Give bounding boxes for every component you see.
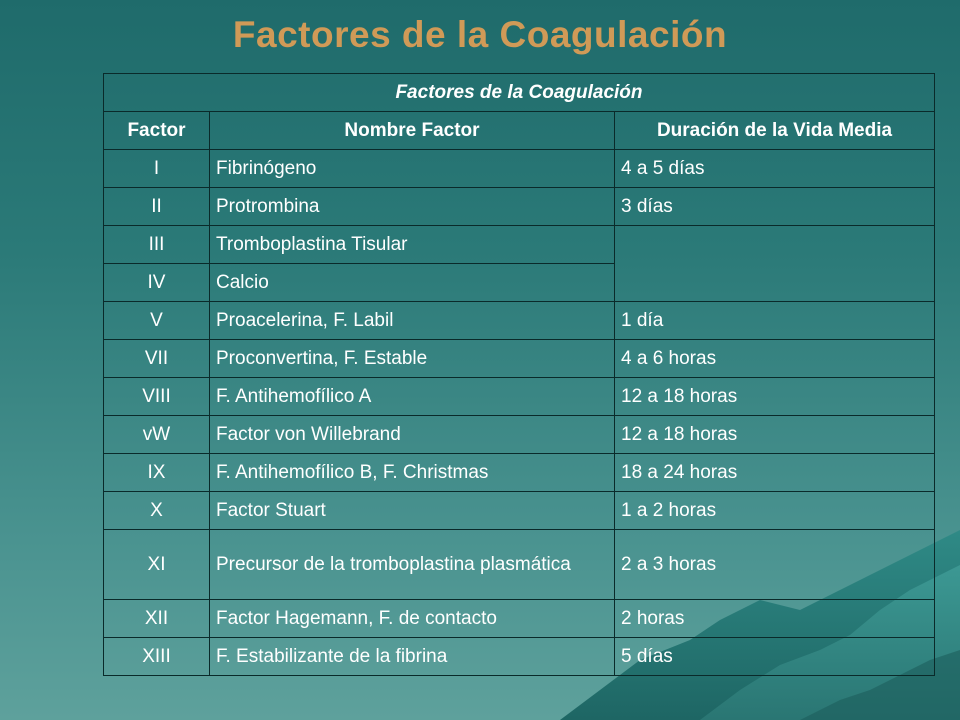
cell-name: Calcio (210, 264, 615, 302)
cell-duration: 4 a 6 horas (615, 340, 935, 378)
cell-factor: IV (104, 264, 210, 302)
cell-duration: 5 días (615, 638, 935, 676)
table-row (104, 416, 935, 454)
table-caption-row (104, 74, 935, 112)
cell-duration: 3 días (615, 188, 935, 226)
cell-duration: 12 a 18 horas (615, 416, 935, 454)
cell-factor: vW (104, 416, 210, 454)
table-row (104, 638, 935, 676)
table-row (104, 530, 935, 600)
cell-name: Factor von Willebrand (210, 416, 615, 454)
table-row (104, 340, 935, 378)
table-row (104, 492, 935, 530)
slide-title: Factores de la Coagulación (232, 14, 728, 55)
table-row (104, 454, 935, 492)
cell-duration: 1 día (615, 302, 935, 340)
cell-name: Protrombina (210, 188, 615, 226)
cell-factor: IX (104, 454, 210, 492)
cell-factor: I (104, 150, 210, 188)
cell-name: Fibrinógeno (210, 150, 615, 188)
cell-factor: XII (104, 600, 210, 638)
coagulation-factors-table (103, 73, 935, 676)
cell-name: Factor Stuart (210, 492, 615, 530)
cell-factor: II (104, 188, 210, 226)
cell-name: Tromboplastina Tisular (210, 226, 615, 264)
cell-factor: VII (104, 340, 210, 378)
header-name: Nombre Factor (210, 112, 615, 150)
cell-duration: 1 a 2 horas (615, 492, 935, 530)
cell-duration: 18 a 24 horas (615, 454, 935, 492)
cell-factor: III (104, 226, 210, 264)
table-row (104, 188, 935, 226)
table-row (104, 302, 935, 340)
cell-factor: XI (104, 530, 210, 600)
cell-factor: V (104, 302, 210, 340)
cell-factor: XIII (104, 638, 210, 676)
cell-duration: 4 a 5 días (615, 150, 935, 188)
cell-duration (615, 226, 935, 302)
cell-duration: 2 horas (615, 600, 935, 638)
cell-name: F. Antihemofílico B, F. Christmas (210, 454, 615, 492)
cell-duration: 12 a 18 horas (615, 378, 935, 416)
cell-name: Proacelerina, F. Labil (210, 302, 615, 340)
cell-name: Proconvertina, F. Estable (210, 340, 615, 378)
cell-name: Factor Hagemann, F. de contacto (210, 600, 615, 638)
table-row (104, 600, 935, 638)
cell-duration: 2 a 3 horas (615, 530, 935, 600)
table-header-row (104, 112, 935, 150)
cell-name: F. Antihemofílico A (210, 378, 615, 416)
cell-factor: X (104, 492, 210, 530)
header-factor: Factor (104, 112, 210, 150)
cell-name: F. Estabilizante de la fibrina (210, 638, 615, 676)
cell-name: Precursor de la tromboplastina plasmática (210, 530, 615, 600)
table-row (104, 378, 935, 416)
table-row (104, 150, 935, 188)
cell-factor: VIII (104, 378, 210, 416)
table-row (104, 226, 935, 264)
header-duration: Duración de la Vida Media (615, 112, 935, 150)
table-caption: Factores de la Coagulación (104, 74, 935, 112)
